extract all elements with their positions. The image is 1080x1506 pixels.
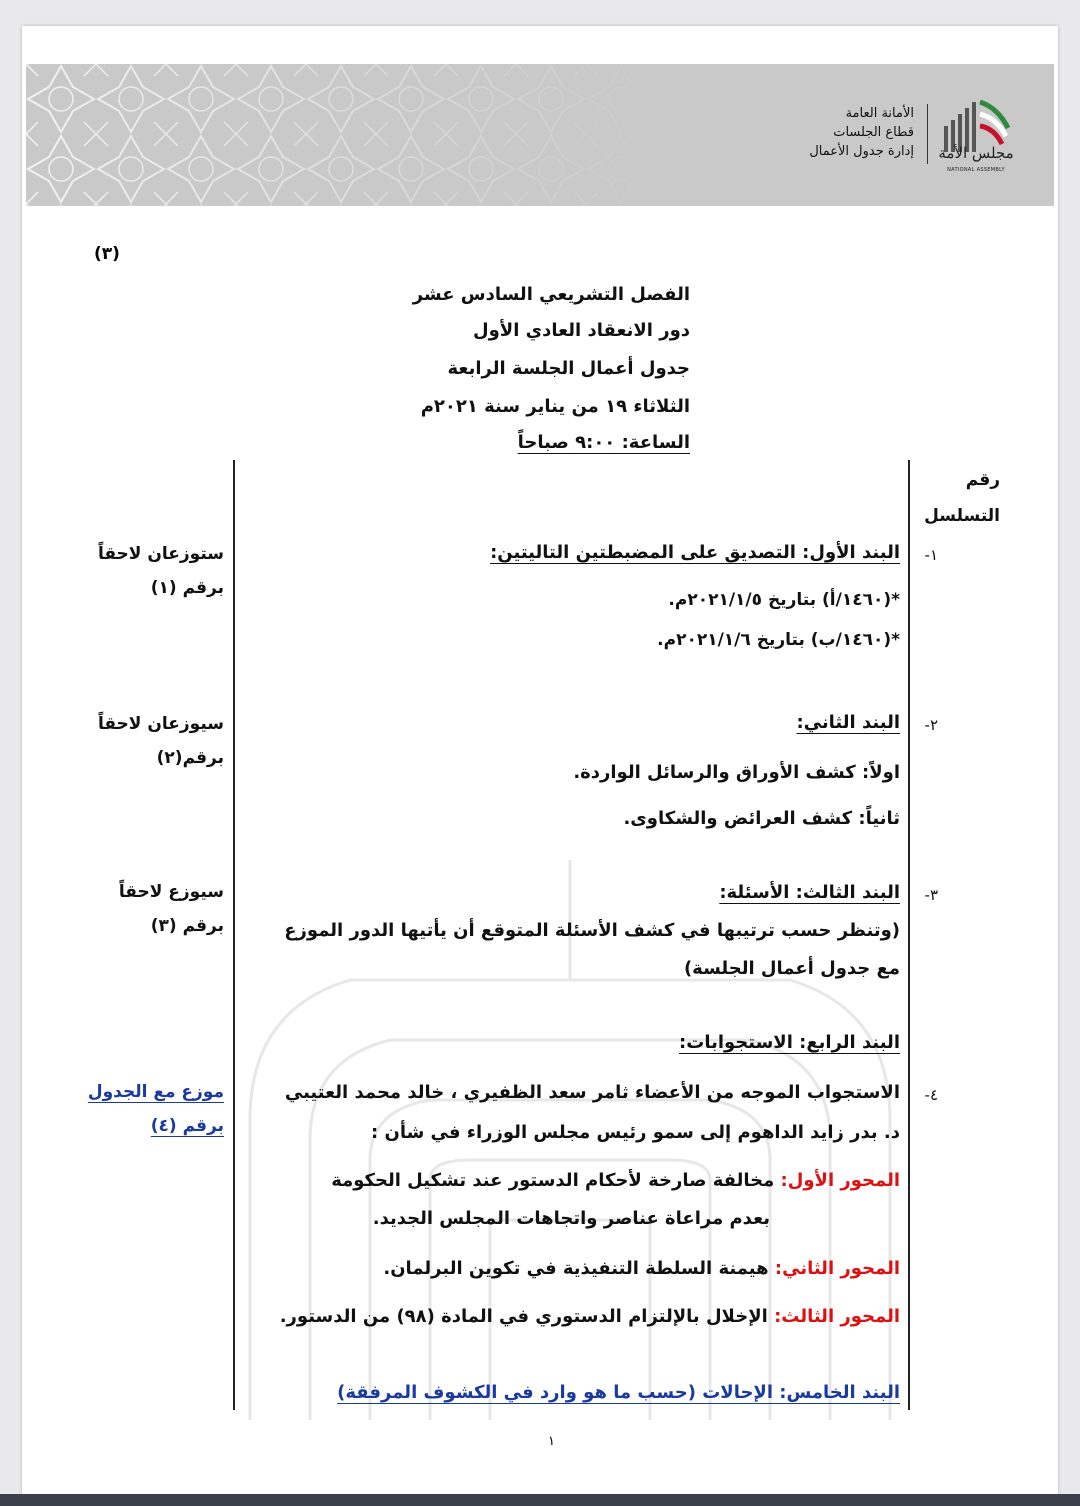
- title-line-term: الفصل التشريعي السادس عشر: [412, 284, 690, 305]
- table-right-border: [908, 460, 910, 1410]
- item-line: ثانياً: كشف العرائض والشكاوى.: [623, 808, 900, 829]
- footer-page-number: ١: [548, 1434, 555, 1449]
- department-line: الأمانة العامة: [845, 106, 914, 121]
- title-line-date: الثلاثاء ١٩ من يناير سنة ٢٠٢١م: [420, 396, 690, 417]
- axis-text: مخالفة صارخة لأحكام الدستور عند تشكيل الحكومة: [331, 1170, 775, 1191]
- item-number: ١-: [924, 546, 938, 564]
- department-block: [809, 104, 914, 161]
- page-number-label: (٣): [94, 244, 120, 264]
- side-note-number: برقم(٢): [156, 748, 224, 768]
- axis-label: المحور الثاني:: [774, 1258, 900, 1279]
- header-divider: [927, 104, 928, 164]
- geometric-pattern: [26, 64, 666, 206]
- department-line: قطاع الجلسات: [833, 125, 914, 140]
- assembly-logo-icon: [938, 88, 1014, 178]
- logo-arabic-text: مجلس الأمة: [938, 144, 1014, 162]
- axis-row: [280, 1306, 900, 1327]
- item-line: مع جدول أعمال الجلسة): [683, 958, 900, 979]
- item-title: البند الثاني:: [796, 712, 900, 733]
- axis-row: [383, 1258, 900, 1279]
- item-line: *(١٤٦٠/ب) بتاريخ ٢٠٢١/١/٦م.: [657, 630, 900, 650]
- table-left-border: [233, 460, 235, 1410]
- header-banner: [26, 64, 1054, 206]
- side-note: سيوزع لاحقاً: [118, 882, 224, 902]
- axis-label: المحور الأول:: [780, 1170, 900, 1191]
- axis-continuation: بعدم مراعاة عناصر واتجاهات المجلس الجديد.: [372, 1208, 770, 1229]
- item-line: (وتنظر حسب ترتيبها في كشف الأسئلة المتوقع أن يأتيها الدور الموزع: [284, 920, 900, 941]
- axis-label: المحور الثالث:: [774, 1306, 900, 1327]
- item-line: الاستجواب الموجه من الأعضاء ثامر سعد الظفيري ، خالد محمد العتيبي: [284, 1082, 900, 1103]
- window-bottom-bar: [0, 1494, 1080, 1506]
- item-number: ٤-: [924, 1086, 938, 1104]
- axis-text: الإخلال بالإلتزام الدستوري في المادة (٩٨) من الدستور.: [279, 1306, 768, 1327]
- column-header-sequence: التسلسل: [924, 506, 1000, 526]
- column-header-number: رقم: [965, 470, 1000, 490]
- title-line-time: الساعة: ٩:٠٠ صباحاً: [517, 432, 690, 453]
- item-line: اولاً: كشف الأوراق والرسائل الواردة.: [573, 762, 900, 783]
- department-line: إدارة جدول الأعمال: [809, 144, 914, 159]
- axis-row: [331, 1170, 900, 1191]
- item-number: ٣-: [924, 886, 938, 904]
- side-note: ستوزعان لاحقاً: [97, 544, 224, 564]
- item-line: *(١٤٦٠/أ) بتاريخ ٢٠٢١/١/٥م.: [668, 590, 900, 610]
- side-note: سيوزعان لاحقاً: [97, 714, 224, 734]
- title-line-session: دور الانعقاد العادي الأول: [473, 320, 690, 341]
- item-line: د. بدر زايد الداهوم إلى سمو رئيس مجلس الوزراء في شأن :: [370, 1122, 900, 1143]
- item-title: البند الثالث: الأسئلة:: [719, 882, 900, 903]
- side-note-number: برقم (٣): [150, 916, 224, 936]
- side-note-number: برقم (١): [150, 578, 224, 598]
- item-number: ٢-: [924, 716, 938, 734]
- logo-english-text: NATIONAL ASSEMBLY: [947, 167, 1005, 173]
- item-title: البند الرابع: الاستجوابات:: [679, 1032, 900, 1053]
- side-note-number: برقم (٤): [150, 1116, 224, 1136]
- axis-text: هيمنة السلطة التنفيذية في تكوين البرلمان.: [383, 1258, 769, 1279]
- item-title: البند الخامس: الإحالات (حسب ما هو وارد في الكشوف المرفقة): [337, 1382, 900, 1403]
- title-line-agenda: جدول أعمال الجلسة الرابعة: [447, 358, 690, 379]
- side-note: موزع مع الجدول: [87, 1082, 224, 1102]
- item-title: البند الأول: التصديق على المضبطتين التاليتين:: [490, 542, 900, 563]
